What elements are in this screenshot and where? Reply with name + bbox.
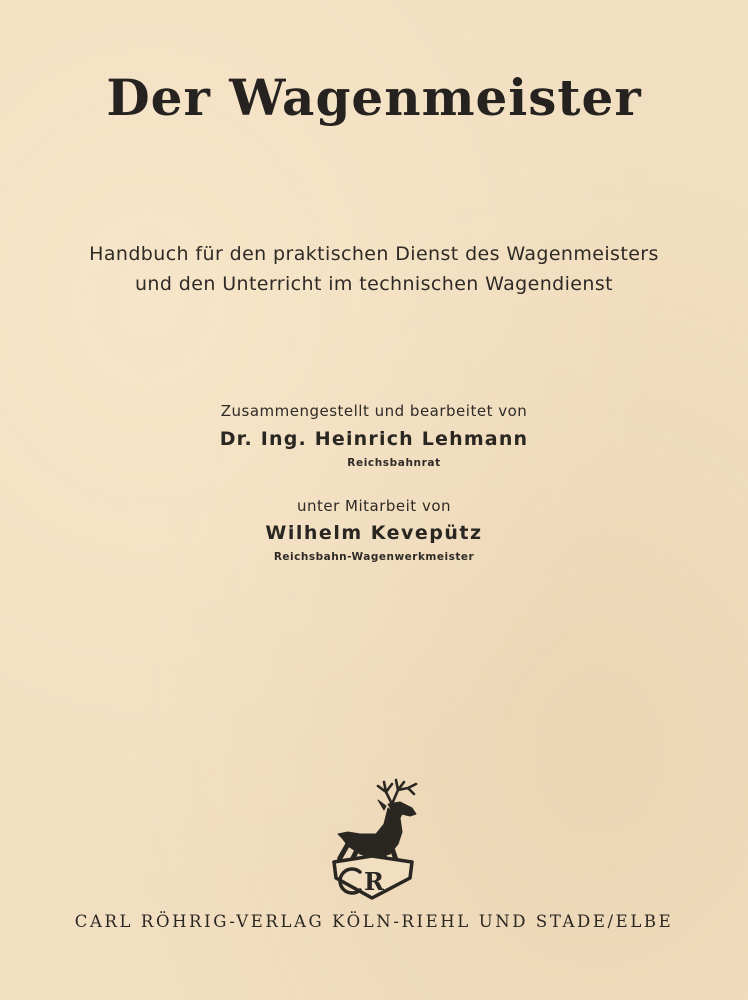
book-title: Der Wagenmeister — [106, 68, 642, 127]
subtitle-line-2: und den Unterricht im technischen Wagendienst — [134, 273, 613, 295]
compiled-by-label: Zusammengestellt und bearbeitet von — [220, 402, 528, 420]
subtitle-line-1: Handbuch für den praktischen Dienst des Wagenmeisters — [89, 243, 659, 265]
author-role: Reichsbahnrat — [347, 457, 441, 469]
publisher-imprint: CARL RÖHRIG-VERLAG KÖLN-RIEHL UND STADE/ELBE — [74, 912, 674, 931]
collaborator-role: Reichsbahn-Wagenwerkmeister — [273, 551, 475, 563]
collaboration-label: unter Mitarbeit von — [296, 497, 452, 515]
collaborator-name: Wilhelm Kevepütz — [265, 522, 483, 544]
logo-monogram: R — [364, 867, 384, 896]
author-name: Dr. Ing. Heinrich Lehmann — [219, 428, 529, 450]
stag-publisher-emblem-icon — [326, 778, 422, 902]
